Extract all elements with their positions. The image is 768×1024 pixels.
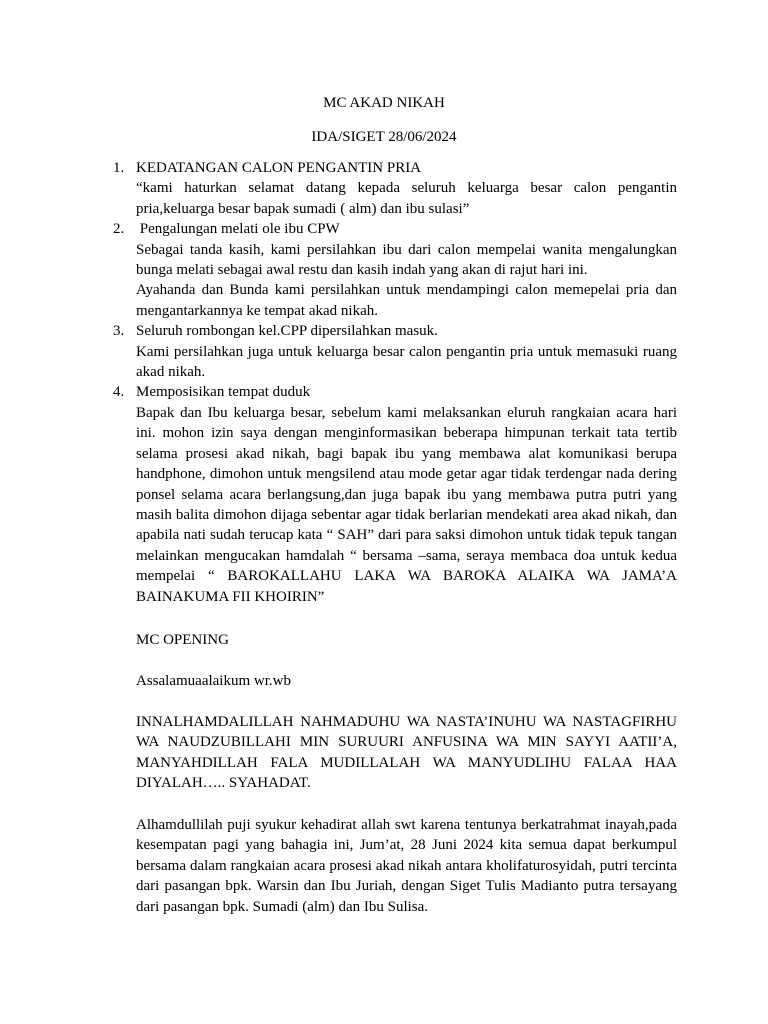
agenda-list (113, 158, 677, 607)
opening-paragraph: Alhamdullilah puji syukur kehadirat allah swt karena tentunya berkatrahmat inayah,pada kesempatan pagi yang bahagia ini, Jum’at, 28 Juni 2024 kita semua dapat berkumpul bersama dalam rangkaian acara prosesi akad nikah antara kholifaturosyidah, putri tercinta dari pasangan bpk. Warsin dan Ibu Juriah, dengan Siget Tulis Madianto putra tersayang dari pasangan bpk. Sumadi (alm) dan Ibu Sulisa. (136, 817, 677, 915)
document-title: MC AKAD NIKAH (323, 95, 445, 111)
agenda-item-3 (113, 321, 677, 382)
agenda-item-number: 1. (113, 160, 125, 176)
agenda-item-paragraph: Ayahanda dan Bunda kami persilahkan untuk mendampingi calon memepelai pria dan mengantarkannya ke tempat akad nikah. (136, 282, 677, 319)
agenda-item-heading: Pengalungan melati ole ibu CPW (136, 221, 340, 238)
opening-greeting: Assalamuaalaikum wr.wb (136, 673, 291, 689)
agenda-item-4 (113, 382, 677, 606)
agenda-item-heading: KEDATANGAN CALON PENGANTIN PRIA (136, 160, 422, 176)
document-subtitle: IDA/SIGET 28/06/2024 (311, 129, 457, 145)
agenda-item-heading: Seluruh rombongan kel.CPP dipersilahkan masuk. (136, 323, 438, 340)
agenda-item-paragraph: Bapak dan Ibu keluarga besar, sebelum kami melaksankan eluruh rangkaian acara hari ini. mohon izin saya dengan menginformasikan beberapa himpunan terkait tata tertib selama prosesi akad nikah, bagi bapak ibu yang membawa alat komunikasi berupa handphone, dimohon untuk mengsilend atau mode getar agar tidak terdengar nada dering ponsel selama acara berlangsung,dan juga bapak ibu yang membawa putra putri yang masih balita dimohon dijaga sebentar agar tidak berlarian mendekati area akad nikah, dan apabila nati sudah terucap kata “ SAH” dari para saksi dimohon untuk tidak tepuk tangan melainkan mengucakan hamdalah “ bersama –sama, seraya membaca doa untuk kedua mempelai “ BAROKALLAHU LAKA WA BAROKA ALAIKA WA JAMA’A BAINAKUMA FII KHOIRIN” (136, 404, 677, 605)
agenda-item-paragraph: Sebagai tanda kasih, kami persilahkan ibu dari calon mempelai wanita mengalungkan bunga melati sebagai awal restu dan kasih indah yang akan di rajut hari ini. (136, 241, 677, 279)
agenda-item-number: 3. (113, 323, 125, 340)
agenda-item-number: 4. (113, 384, 125, 401)
agenda-item-2 (113, 219, 677, 321)
agenda-item-number: 2. (113, 221, 125, 238)
opening-arabic-text: INNALHAMDALILLAH NAHMADUHU WA NASTA’INUHU WA NASTAGFIRHU WA NAUDZUBILLAHI MIN SURUURI ANFUSINA WA MIN SAYYI AATII’A, MANYAHDILLAH FALA MUDILLALAH WA MANYUDLIHU FALAA HAA DIYALAH….. SYAHADAT. (136, 714, 677, 792)
agenda-item-paragraph: “kami haturkan selamat datang kepada seluruh keluarga besar calon pengantin pria,keluarga besar bapak sumadi ( alm) dan ibu sulasi” (136, 180, 677, 217)
agenda-item-paragraph: Kami persilahkan juga untuk keluarga besar calon pengantin pria untuk memasuki ruang akad nikah. (136, 343, 677, 381)
agenda-item-1 (113, 158, 677, 219)
opening-heading: MC OPENING (136, 632, 229, 648)
agenda-item-heading: Memposisikan tempat duduk (136, 384, 311, 401)
